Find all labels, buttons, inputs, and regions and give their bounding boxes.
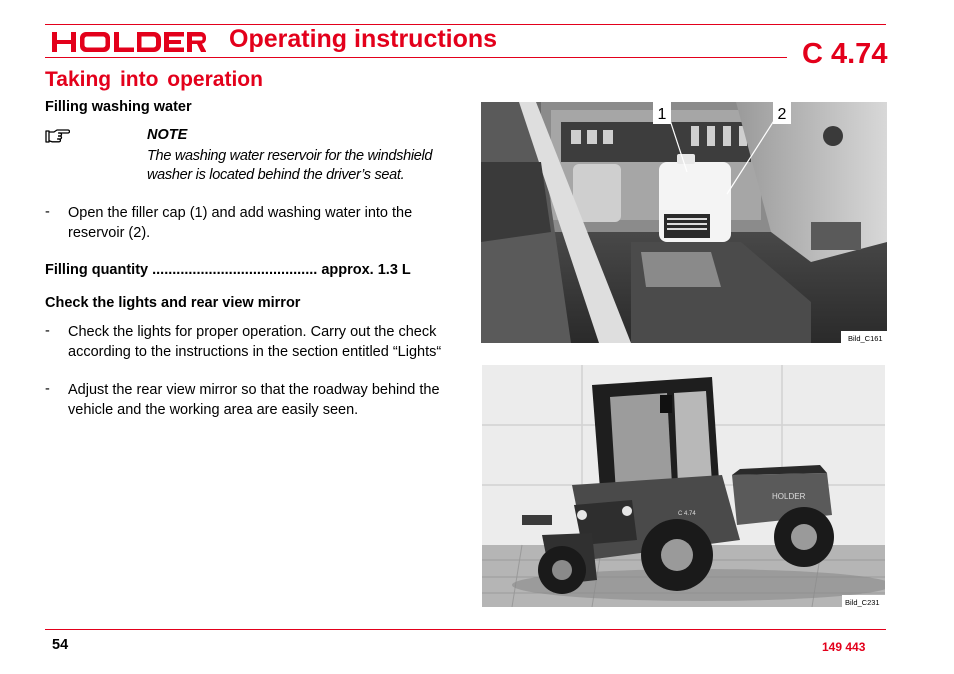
photo2-caption: Bild_C231: [845, 598, 880, 607]
list-bullet: -: [45, 381, 50, 397]
note-line-2: washer is located behind the driver’s seat.: [147, 167, 405, 183]
document-title: Operating instructions: [229, 25, 498, 53]
lights-step-2: Adjust the rear view mirror so that the roadway behind the vehicle and the working area are easily seen.: [68, 382, 440, 418]
callout-1: 1: [657, 106, 667, 123]
washing-step: Open the filler cap (1) and add washing water into the reservoir (2).: [68, 205, 413, 241]
list-bullet: -: [45, 204, 50, 220]
document-number: 149 443: [822, 640, 866, 654]
chapter-code: C 4.74: [802, 38, 888, 70]
vehicle-model-label: C 4.74: [678, 511, 696, 517]
footer-rule: [45, 629, 886, 630]
section-title: Taking into operation: [45, 68, 263, 91]
page-number: 54: [52, 637, 69, 653]
note-line-1: The washing water reservoir for the windshield: [147, 148, 433, 164]
lights-step-1: Check the lights for proper operation. Carry out the check according to the instructions in the section entitled “Lights“: [68, 324, 442, 360]
list-bullet: -: [45, 323, 50, 339]
pointing-hand-icon: [44, 127, 70, 145]
callout-2: 2: [777, 106, 787, 123]
note-label: NOTE: [147, 127, 188, 143]
reservoir-photo: [481, 102, 887, 343]
washing-heading: Filling washing water: [45, 99, 192, 115]
lights-heading: Check the lights and rear view mirror: [45, 295, 301, 311]
vehicle-brand-label: HOLDER: [772, 492, 806, 501]
holder-logo: [52, 30, 206, 54]
photo1-caption: Bild_C161: [848, 334, 883, 343]
header-bottom-rule: [45, 57, 787, 58]
filling-quantity: Filling quantity ......................................... approx. 1.3 L: [45, 262, 411, 278]
tractor-photo: [482, 365, 885, 607]
